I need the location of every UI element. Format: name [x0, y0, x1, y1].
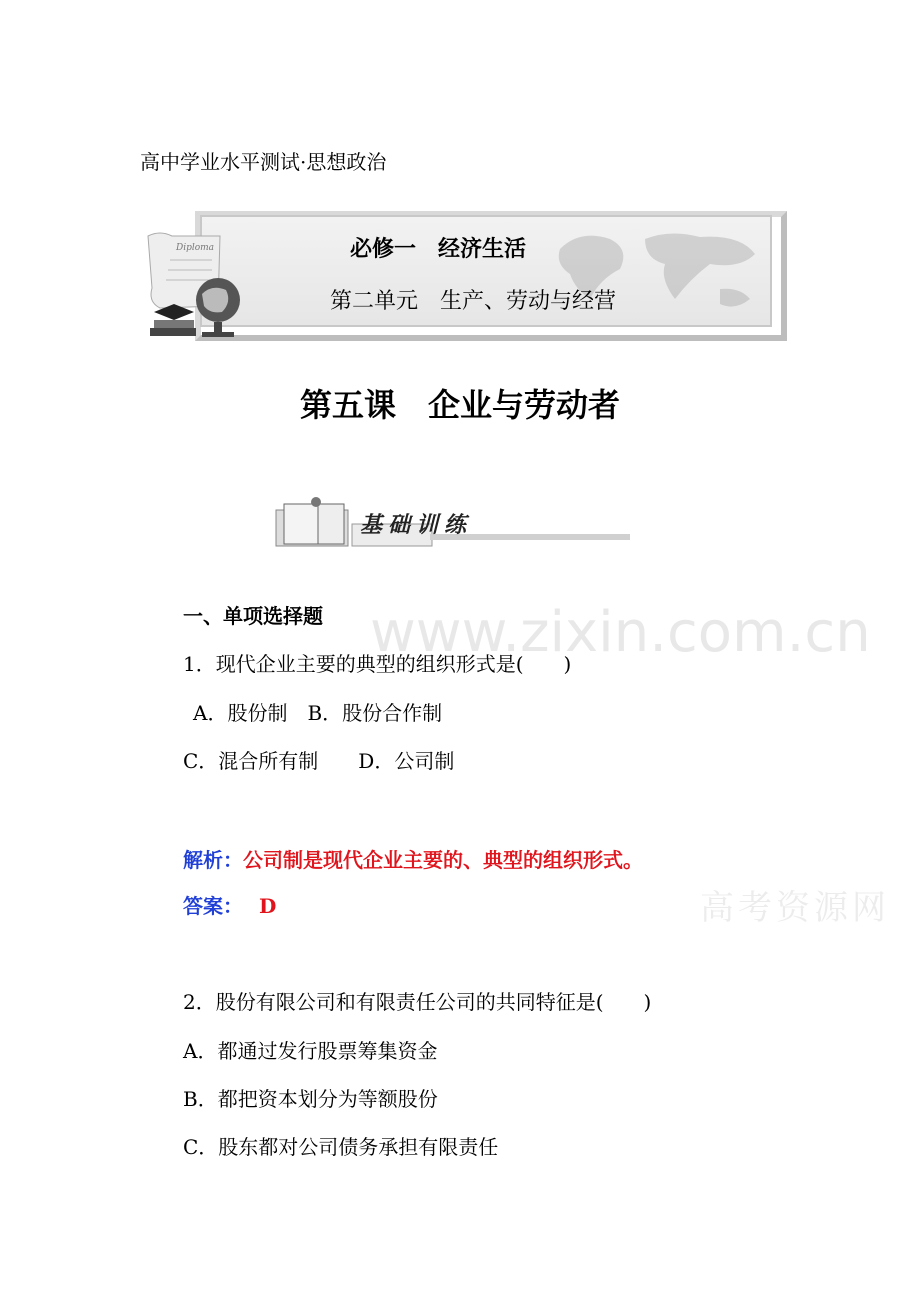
document-header: 高中学业水平测试·思想政治 — [140, 150, 387, 174]
unit-title: 第二单元 生产、劳动与经营 — [330, 289, 617, 314]
diploma-label: Diploma — [176, 243, 215, 253]
question-2-option: A．都通过发行股票筹集资金 — [183, 1039, 438, 1063]
question-1-stem: 1．现代企业主要的典型的组织形式是( ) — [183, 652, 572, 676]
book-title: 必修一 经济生活 — [350, 236, 527, 262]
question-2-stem: 2．股份有限公司和有限责任公司的共同特征是( ) — [183, 990, 652, 1014]
analysis-label: 解析： — [183, 848, 243, 872]
diploma-globe-icon — [140, 228, 250, 343]
question-2-option: C．股东都对公司债务承担有限责任 — [183, 1135, 499, 1159]
watermark-brand: 高考资源网 — [700, 888, 890, 928]
section-title: 一、单项选择题 — [183, 604, 323, 628]
analysis-text: 公司制是现代企业主要的、典型的组织形式。 — [243, 848, 643, 872]
watermark-site: www.zixin.com.cn — [370, 600, 871, 665]
badge-label: 基础训练 — [360, 512, 473, 538]
lesson-title: 第五课 企业与劳动者 — [299, 386, 620, 424]
question-2-option: B．都把资本划分为等额股份 — [183, 1087, 438, 1111]
section-badge — [270, 494, 630, 556]
analysis — [183, 844, 643, 873]
question-1-option-row: C．混合所有制 D．公司制 — [183, 749, 455, 773]
answer-label: 答案： — [183, 894, 243, 918]
answer-value: D — [259, 894, 277, 918]
answer — [183, 890, 276, 919]
question-1-option-row: A．股份制 B．股份合作制 — [193, 701, 443, 725]
unit-banner — [140, 203, 788, 343]
